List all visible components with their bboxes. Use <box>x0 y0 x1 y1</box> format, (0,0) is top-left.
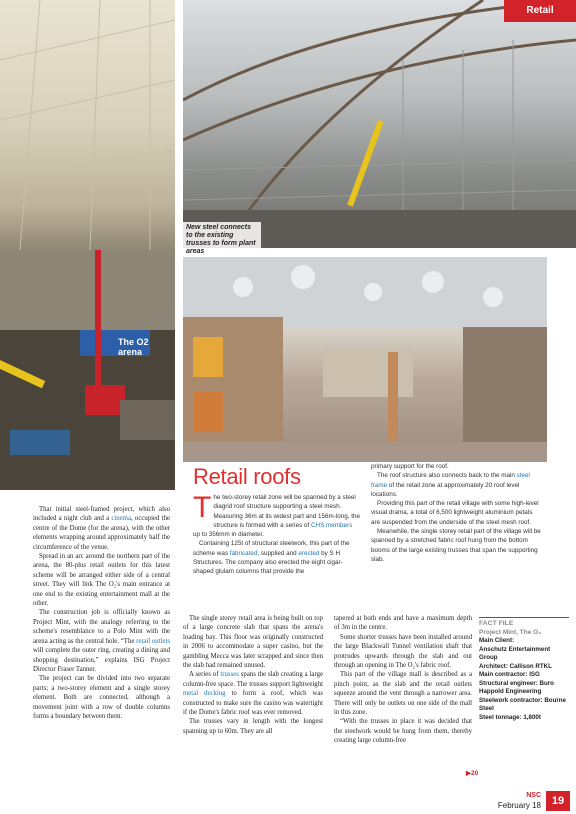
box-col2-p2a: The roof structure also connects back to the main <box>377 472 517 480</box>
box-col1-p2a: Containing 125t of structural steelwork, this part of the scheme was <box>193 540 350 557</box>
fact-line: Steel tonnage: 1,800t <box>479 713 541 721</box>
body-column-right <box>334 614 472 746</box>
left-p3b: will complete the outer ring, creating a dining and shopping destination,” explains ISG Project Director Fraser Tanner. <box>33 647 170 673</box>
fact-line: Main Client: <box>479 637 515 644</box>
mall-render-photo <box>183 257 547 462</box>
right-para-2: Some shorter trusses have been installed around the large Blackwall Tunnel ventilation shaft that protrudes upwards through the slab and out through an opening in The O₂'s fabric roof. <box>334 633 472 670</box>
section-tag: Retail <box>504 0 576 22</box>
link-fabricated[interactable]: fabricated <box>229 549 258 557</box>
box-column-2 <box>371 462 541 564</box>
photo-illustration-left <box>0 0 175 490</box>
mid-para-2 <box>183 670 323 717</box>
box-col1-para2 <box>193 539 361 576</box>
photo-illustration-top <box>183 0 576 248</box>
left-p1a: That initial steel-framed project, which also included a night club and a <box>33 506 170 523</box>
box-col1-p2b: , supplied and <box>257 549 299 557</box>
footer-date: February 18 <box>497 801 541 810</box>
right-para-3: This part of the village mall is described as a pinch point, as the slab and the retail outlets squeeze around the vent through a narrower area. There will only be outlets on one side of the mall in this zone. <box>334 671 472 717</box>
page-number: 19 <box>546 791 570 811</box>
link-trusses[interactable]: trusses <box>220 671 239 679</box>
fact-file <box>479 617 569 722</box>
truss-photo-top <box>183 0 576 248</box>
box-title: Retail roofs <box>193 464 301 489</box>
fact-file-heading: FACT FILE <box>479 617 569 629</box>
link-chs-members[interactable]: CHS members <box>310 521 353 529</box>
box-dropcap: T <box>193 491 212 524</box>
box-col2-p4: Meanwhile, the single storey retail part of the village will be spanned by a stretched fabric roof hung from the bottom booms of the large existing trusses that span the supporting slab. <box>371 528 541 563</box>
continued-marker[interactable]: ▶20 <box>466 770 479 777</box>
top-photo-caption: New steel connects to the existing trusses to form plant areas <box>183 222 261 258</box>
link-steel-frame[interactable]: steel frame <box>371 472 530 489</box>
o2-sign: The O2 arena <box>118 337 149 357</box>
right-para-1: tapered at both ends and have a maximum depth of 3m in the centre. <box>334 615 472 632</box>
link-retail-outlets[interactable]: retail outlets <box>136 637 170 645</box>
link-erected[interactable]: erected <box>298 549 320 557</box>
fact-file-project: Project Mint, The O₂ <box>479 628 542 636</box>
mid-para-1: The single storey retail area is being built on top of a large concrete slab that spans the arena's loading bay. This floor was originally constructed in 2006 to accommodate a super casino, but the gambling Mecca was later scrapped and since then the slab had remained unused. <box>183 615 323 670</box>
mid-p2a: A series of <box>189 671 221 679</box>
fact-line: Structural engineer: Buro Happold Engineering <box>479 679 554 695</box>
link-metal-decking[interactable]: metal decking <box>183 690 226 698</box>
left-para-3 <box>33 608 170 674</box>
right-para-4: “With the trusses in place it was decided that the steelwork would be hung from them, thereby creating large column-free <box>334 718 472 745</box>
fact-line: Main contractor: ISG <box>479 671 540 678</box>
body-column-left <box>33 505 170 721</box>
fact-line: Steelwork contractor: Bourne Steel <box>479 696 566 712</box>
box-col1-text: he two-storey retail zone will be spanned by a steel diagrid roof structure supporting a steel mesh. Measuring 36m at its widest part and 156m-long, the structure is formed with a series of <box>213 494 360 529</box>
box-col2-p1: primary support for the roof. <box>371 463 449 470</box>
left-para-4: The project can be divided into two separate parts; a two-storey element and a single storey element. Both are connected, although a movement joint with a row of double columns forms a boundary between them. <box>33 675 170 720</box>
left-p1b: , occupied the centre of the Dome (for the arena), with the other elements wrapping around approximately half the circumference of the venue. <box>33 515 170 551</box>
fact-line: Architect: Callison RTKL <box>479 662 552 670</box>
photo-illustration-mall <box>183 257 547 462</box>
box-col2-p2 <box>371 471 541 499</box>
footer-magazine: NSC <box>526 792 541 799</box>
box-col1-text-end: up to 356mm in diameter. <box>193 531 265 539</box>
mid-p2b: spans the slab creating a large column-free space. The trusses support lightweight <box>183 671 323 688</box>
continued-page: 20 <box>471 770 479 777</box>
left-para-2: Spread in an arc around the northern part of the arena, the 80-plus retail outlets for this latest scheme will be arranged either side of a central street. They will link The O₂'s main entrance at one end to the existing entertainment mall at the other. <box>33 553 170 608</box>
mid-para-3: The trusses vary in length with the longest spanning up to 60m. They are all <box>183 718 323 735</box>
box-col1-p2c: by S H Structures. The company also erected the eight cigar-shaped glulam columns that provide the <box>193 549 343 576</box>
left-p3a: The construction job is officially known as Project Mint, with the analogy referring to the scheme's resemblance to a Polo Mint with the arena acting as the central hole. “The <box>33 609 170 645</box>
mid-p2c: to form a roof, which was constructed to make sure the casino was watertight if the Dome's fabric roof was ever removed. <box>183 690 324 717</box>
box-col2-p3: Providing this part of the retail village with some high-level visual drama, a total of 6,500 lightweight aluminium petals are suspended from the underside of the steel mesh roof. <box>371 500 539 526</box>
box-column-1 <box>193 493 361 577</box>
body-column-middle <box>183 614 323 736</box>
link-cinema[interactable]: cinema <box>111 515 131 523</box>
construction-photo-left <box>0 0 175 490</box>
left-para-1 <box>33 505 170 552</box>
box-col2-p2b: of the retail zone at approximately 20 roof level locations. <box>371 481 520 498</box>
fact-line: Anschutz Entertainment Group <box>479 645 551 661</box>
